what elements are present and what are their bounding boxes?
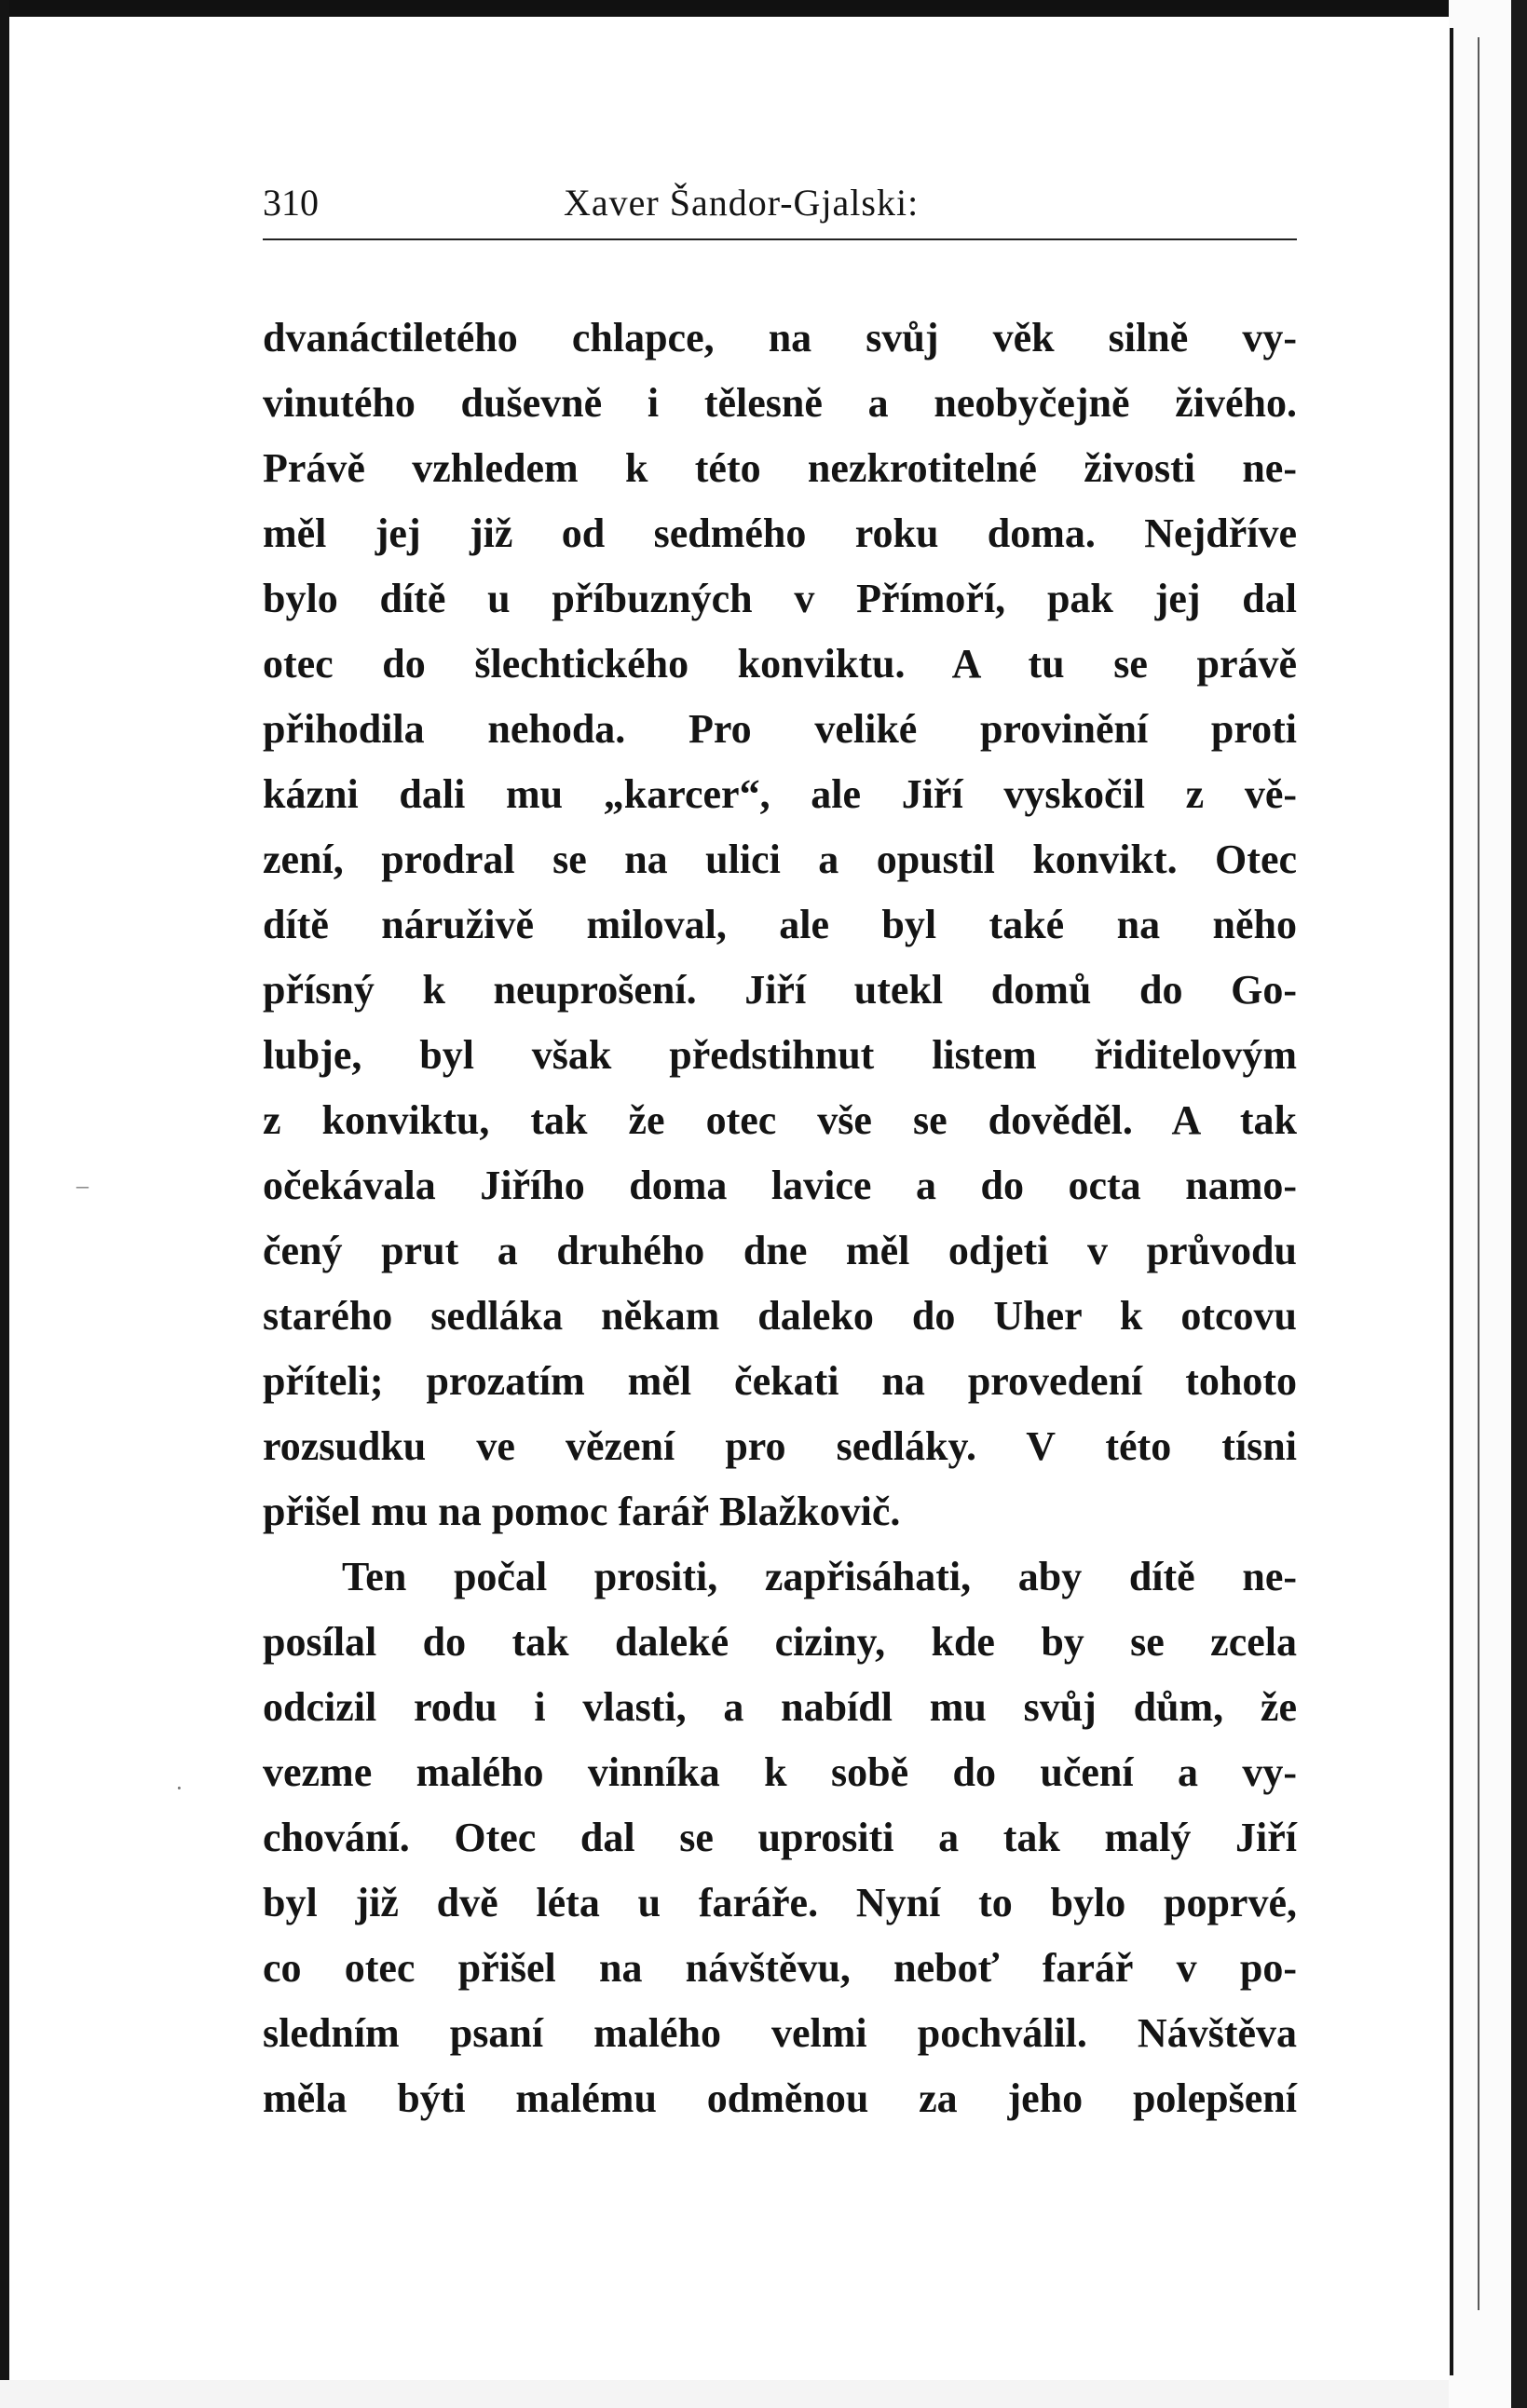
text-line: z konviktu, tak že otec vše se dověděl. A tak	[263, 1097, 1297, 1143]
text-line: Právě vzhledem k této nezkrotitelné živosti ne-	[263, 445, 1297, 491]
text-line: starého sedláka někam daleko do Uher k otcovu	[263, 1293, 1297, 1339]
text-line: rozsudku ve vězení pro sedláky. V této tísni	[263, 1423, 1297, 1469]
paragraph	[263, 306, 1297, 1544]
text-line: chování. Otec dal se uprositi a tak malý Jiří	[263, 1815, 1297, 1860]
text-line: přísný k neuprošení. Jiří utekl domů do Go-	[263, 967, 1297, 1013]
header-rule	[263, 238, 1297, 240]
page-header	[263, 175, 1297, 231]
paragraph	[263, 1544, 1297, 2131]
text-line: zení, prodral se na ulici a opustil konvikt. Otec	[263, 837, 1297, 882]
text-line: kázni dali mu „karcer“, ale Jiří vyskočil z vě-	[263, 771, 1297, 817]
text-line: posílal do tak daleké ciziny, kde by se zcela	[263, 1619, 1297, 1665]
text-line: sledním psaní malého velmi pochválil. Návštěva	[263, 2010, 1297, 2056]
text-line: dvanáctiletého chlapce, na svůj věk silně vy-	[263, 315, 1297, 361]
text-line: měla býti malému odměnou za jeho polepšení	[263, 2075, 1297, 2121]
margin-speck: –	[76, 1172, 89, 1199]
text-line: vinutého duševně i tělesně a neobyčejně živého.	[263, 380, 1297, 426]
text-line: byl již dvě léta u faráře. Nyní to bylo poprvé,	[263, 1880, 1297, 1925]
text-line: odcizil rodu i vlasti, a nabídl mu svůj dům, že	[263, 1684, 1297, 1730]
book-page	[263, 0, 1297, 2408]
text-line: dítě náruživě miloval, ale byl také na něho	[263, 902, 1297, 947]
scan-right-border	[1511, 0, 1527, 2408]
scan-left-border	[0, 0, 9, 2408]
text-line: čený prut a druhého dne měl odjeti v průvodu	[263, 1228, 1297, 1273]
running-head: Xaver Šandor-Gjalski:	[564, 182, 920, 224]
text-line: přišel mu na pomoc farář Blažkovič.	[263, 1489, 901, 1534]
page-number: 310	[263, 182, 319, 224]
text-line: bylo dítě u příbuzných v Přímoří, pak jej dal	[263, 576, 1297, 621]
text-line: lubje, byl však předstihnut listem řiditelovým	[263, 1032, 1297, 1078]
text-line: otec do šlechtického konviktu. A tu se právě	[263, 641, 1297, 687]
text-line: Ten počal prositi, zapřisáhati, aby dítě ne-	[342, 1554, 1297, 1599]
body-text	[263, 306, 1297, 2131]
margin-speck: ·	[175, 1775, 184, 1802]
text-line: příteli; prozatím měl čekati na provedení tohoto	[263, 1358, 1297, 1404]
text-line: přihodila nehoda. Pro veliké provinění proti	[263, 706, 1297, 752]
book-gutter-line	[1450, 28, 1453, 2375]
text-line: co otec přišel na návštěvu, neboť farář v po-	[263, 1945, 1297, 1991]
text-line: očekávala Jiřího doma lavice a do octa namo-	[263, 1163, 1297, 1208]
text-line: měl jej již od sedmého roku doma. Nejdříve	[263, 510, 1297, 556]
book-page-edge-line	[1478, 37, 1479, 2310]
text-line: vezme malého vinníka k sobě do učení a vy-	[263, 1749, 1297, 1795]
